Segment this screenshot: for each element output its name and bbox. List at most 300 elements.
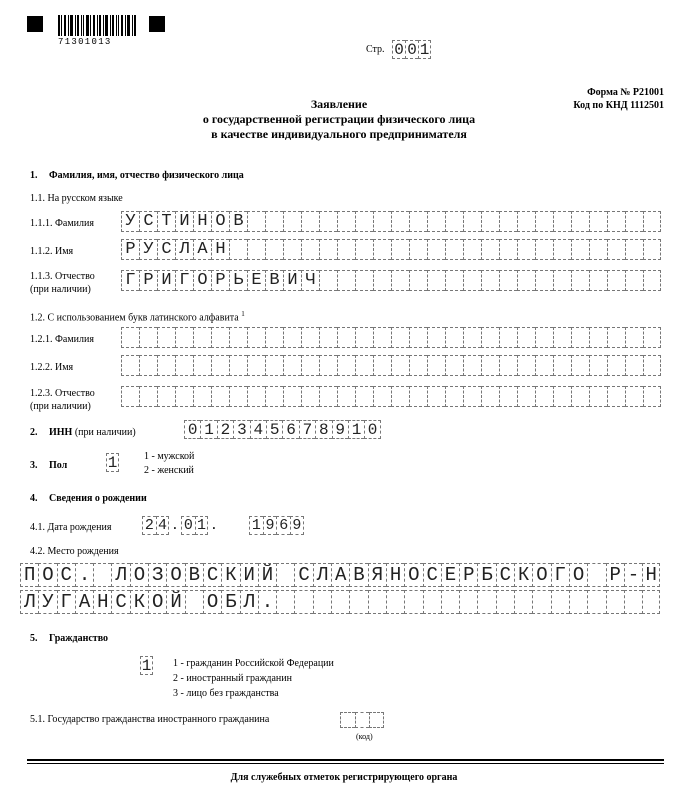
char-cell: З bbox=[148, 563, 166, 587]
section5-number: 5. bbox=[30, 633, 38, 644]
char-cell bbox=[404, 590, 422, 614]
char-cell bbox=[276, 563, 294, 587]
char-cell: 1 bbox=[195, 516, 209, 535]
char-cell: Т bbox=[157, 211, 175, 232]
char-cell: Я bbox=[368, 563, 386, 587]
char-cell: О bbox=[532, 563, 550, 587]
char-cell bbox=[373, 239, 391, 260]
char-cell bbox=[319, 327, 337, 348]
char-cell bbox=[551, 590, 569, 614]
char-cell: 5 bbox=[266, 420, 282, 439]
char-cell bbox=[589, 270, 607, 291]
char-cell bbox=[445, 270, 463, 291]
char-cell bbox=[391, 386, 409, 407]
char-cell bbox=[139, 386, 157, 407]
char-cell: Й bbox=[258, 563, 276, 587]
gender-field[interactable] bbox=[106, 453, 119, 472]
char-cell bbox=[517, 270, 535, 291]
char-cell bbox=[625, 239, 643, 260]
char-cell: С bbox=[203, 563, 221, 587]
char-cell bbox=[499, 386, 517, 407]
char-cell bbox=[427, 270, 445, 291]
char-cell bbox=[369, 712, 384, 728]
char-cell bbox=[265, 355, 283, 376]
char-cell: 9 bbox=[263, 516, 277, 535]
char-cell: Г bbox=[57, 590, 75, 614]
char-cell bbox=[427, 386, 445, 407]
char-cell bbox=[624, 590, 642, 614]
char-cell bbox=[607, 239, 625, 260]
char-cell bbox=[313, 590, 331, 614]
char-cell bbox=[481, 270, 499, 291]
char-cell: Ь bbox=[229, 270, 247, 291]
char-cell bbox=[643, 327, 661, 348]
char-cell bbox=[499, 239, 517, 260]
char-cell bbox=[571, 270, 589, 291]
char-cell bbox=[265, 239, 283, 260]
footer-divider bbox=[27, 763, 664, 764]
char-cell bbox=[553, 327, 571, 348]
char-cell bbox=[607, 327, 625, 348]
char-cell bbox=[589, 327, 607, 348]
char-cell: 9 bbox=[332, 420, 348, 439]
char-cell bbox=[642, 590, 660, 614]
char-cell: 8 bbox=[315, 420, 331, 439]
char-cell: Ч bbox=[301, 270, 319, 291]
char-cell bbox=[517, 239, 535, 260]
char-cell bbox=[535, 386, 553, 407]
char-cell bbox=[121, 355, 139, 376]
char-cell bbox=[514, 590, 532, 614]
char-cell bbox=[229, 239, 247, 260]
char-cell bbox=[373, 270, 391, 291]
char-cell bbox=[625, 386, 643, 407]
char-cell: У bbox=[38, 590, 56, 614]
char-cell bbox=[589, 239, 607, 260]
char-cell bbox=[409, 239, 427, 260]
char-cell: Р bbox=[121, 239, 139, 260]
char-cell bbox=[355, 386, 373, 407]
char-cell: О bbox=[130, 563, 148, 587]
char-cell: . bbox=[258, 590, 276, 614]
char-cell: К bbox=[514, 563, 532, 587]
char-cell bbox=[499, 355, 517, 376]
barcode bbox=[58, 15, 136, 36]
gender-digit: 1 bbox=[107, 453, 118, 472]
char-cell bbox=[368, 590, 386, 614]
lat-name-label: 1.2.2. Имя bbox=[30, 362, 74, 373]
char-cell bbox=[391, 327, 409, 348]
dob-year-field[interactable] bbox=[249, 516, 304, 535]
lat-patronymic-label: 1.2.3. Отчество bbox=[30, 388, 95, 399]
char-cell bbox=[517, 386, 535, 407]
char-cell bbox=[247, 355, 265, 376]
char-cell bbox=[643, 386, 661, 407]
char-cell bbox=[445, 355, 463, 376]
char-cell bbox=[319, 239, 337, 260]
pob-line1-field[interactable] bbox=[20, 563, 660, 587]
citizenship-field[interactable] bbox=[140, 656, 153, 675]
char-cell bbox=[301, 386, 319, 407]
char-cell bbox=[283, 211, 301, 232]
char-cell bbox=[589, 386, 607, 407]
form-title bbox=[0, 97, 688, 142]
char-cell: И bbox=[240, 563, 258, 587]
subsection-russian: 1.1. На русском языке bbox=[30, 193, 123, 204]
lat-surname-field[interactable] bbox=[121, 327, 661, 348]
char-cell bbox=[247, 239, 265, 260]
char-cell bbox=[625, 270, 643, 291]
char-cell bbox=[553, 355, 571, 376]
char-cell bbox=[211, 355, 229, 376]
char-cell bbox=[553, 211, 571, 232]
citizenship-option-foreign: 2 - иностранный гражданин bbox=[173, 673, 292, 684]
char-cell: 2 bbox=[142, 516, 156, 535]
char-cell: И bbox=[283, 270, 301, 291]
code-label: (код) bbox=[356, 732, 373, 741]
char-cell bbox=[607, 386, 625, 407]
char-cell bbox=[643, 355, 661, 376]
char-cell bbox=[175, 355, 193, 376]
char-cell bbox=[185, 590, 203, 614]
char-cell bbox=[337, 239, 355, 260]
char-cell bbox=[481, 327, 499, 348]
title-line: о государственной регистрации физического лица bbox=[202, 112, 476, 126]
char-cell bbox=[265, 327, 283, 348]
alignment-marker-left bbox=[27, 16, 43, 32]
char-cell bbox=[391, 355, 409, 376]
char-cell: А bbox=[331, 563, 349, 587]
char-cell bbox=[459, 590, 477, 614]
char-cell bbox=[355, 355, 373, 376]
char-cell bbox=[587, 563, 605, 587]
char-cell bbox=[373, 327, 391, 348]
patronymic-note: (при наличии) bbox=[30, 284, 91, 295]
char-cell bbox=[93, 563, 111, 587]
char-cell: Л bbox=[240, 590, 258, 614]
char-cell bbox=[229, 327, 247, 348]
name-field[interactable] bbox=[121, 239, 661, 260]
char-cell bbox=[373, 355, 391, 376]
char-cell: Р bbox=[211, 270, 229, 291]
pob-line2-field[interactable] bbox=[20, 590, 660, 614]
char-cell: 3 bbox=[233, 420, 249, 439]
char-cell bbox=[589, 211, 607, 232]
char-cell bbox=[301, 355, 319, 376]
char-cell bbox=[301, 327, 319, 348]
char-cell: Е bbox=[247, 270, 265, 291]
char-cell bbox=[391, 239, 409, 260]
section3-number: 3. bbox=[30, 460, 38, 471]
char-cell: 4 bbox=[156, 516, 170, 535]
char-cell bbox=[265, 386, 283, 407]
footer-divider bbox=[27, 759, 664, 761]
char-cell: Г bbox=[551, 563, 569, 587]
char-cell bbox=[423, 590, 441, 614]
char-cell bbox=[445, 211, 463, 232]
char-cell bbox=[427, 327, 445, 348]
char-cell bbox=[337, 270, 355, 291]
char-cell bbox=[283, 327, 301, 348]
char-cell: - bbox=[624, 563, 642, 587]
char-cell: Г bbox=[121, 270, 139, 291]
char-cell bbox=[337, 327, 355, 348]
dob-label: 4.1. Дата рождения bbox=[30, 522, 112, 533]
subsection-latin bbox=[30, 309, 245, 323]
char-cell bbox=[409, 327, 427, 348]
char-cell bbox=[517, 355, 535, 376]
char-cell: П bbox=[20, 563, 38, 587]
char-cell bbox=[175, 386, 193, 407]
char-cell bbox=[569, 590, 587, 614]
char-cell bbox=[331, 590, 349, 614]
char-cell: С bbox=[294, 563, 312, 587]
patronymic-label: 1.1.3. Отчество bbox=[30, 271, 95, 282]
char-cell bbox=[643, 270, 661, 291]
char-cell bbox=[355, 239, 373, 260]
char-cell bbox=[463, 270, 481, 291]
char-cell bbox=[499, 270, 517, 291]
char-cell bbox=[571, 355, 589, 376]
char-cell bbox=[553, 239, 571, 260]
char-cell bbox=[553, 386, 571, 407]
section1-number: 1. bbox=[30, 170, 38, 181]
char-cell bbox=[535, 211, 553, 232]
foreign-state-label: 5.1. Государство гражданства иностранного гражданина bbox=[30, 714, 270, 725]
char-cell bbox=[463, 211, 481, 232]
gender-label: Пол bbox=[49, 460, 68, 471]
name-label: 1.1.2. Имя bbox=[30, 246, 74, 257]
char-cell bbox=[409, 211, 427, 232]
char-cell bbox=[121, 327, 139, 348]
char-cell bbox=[283, 386, 301, 407]
char-cell bbox=[193, 327, 211, 348]
date-separator: . bbox=[210, 518, 218, 533]
page-label: Стр. bbox=[366, 44, 385, 55]
char-cell bbox=[499, 327, 517, 348]
page-digit: 0 bbox=[392, 40, 405, 59]
char-cell bbox=[337, 355, 355, 376]
char-cell: Л bbox=[313, 563, 331, 587]
char-cell bbox=[229, 386, 247, 407]
char-cell bbox=[427, 211, 445, 232]
char-cell: Н bbox=[193, 211, 211, 232]
title-line: Заявление bbox=[310, 97, 368, 111]
patronymic-field[interactable] bbox=[121, 270, 661, 291]
char-cell bbox=[340, 712, 355, 728]
gender-option-female: 2 - женский bbox=[144, 465, 194, 476]
knd-code: Код по КНД 1112501 bbox=[573, 100, 664, 111]
char-cell bbox=[157, 386, 175, 407]
char-cell bbox=[247, 327, 265, 348]
form-number: Форма № Р21001 bbox=[587, 87, 664, 98]
inn-field[interactable] bbox=[184, 420, 381, 439]
char-cell: О bbox=[193, 270, 211, 291]
char-cell bbox=[607, 355, 625, 376]
char-cell: С bbox=[111, 590, 129, 614]
char-cell: И bbox=[157, 270, 175, 291]
char-cell bbox=[499, 211, 517, 232]
char-cell bbox=[175, 327, 193, 348]
char-cell bbox=[283, 355, 301, 376]
page-number-field[interactable] bbox=[392, 40, 431, 59]
char-cell: С bbox=[423, 563, 441, 587]
page-digit: 1 bbox=[419, 40, 430, 59]
char-cell bbox=[301, 239, 319, 260]
page-digit: 0 bbox=[405, 40, 418, 59]
char-cell bbox=[139, 327, 157, 348]
dob-day-field[interactable] bbox=[142, 516, 169, 535]
char-cell bbox=[247, 211, 265, 232]
char-cell bbox=[157, 327, 175, 348]
char-cell: И bbox=[175, 211, 193, 232]
char-cell bbox=[463, 355, 481, 376]
dob-month-field[interactable] bbox=[181, 516, 208, 535]
char-cell bbox=[589, 355, 607, 376]
char-cell: Г bbox=[175, 270, 193, 291]
char-cell bbox=[355, 327, 373, 348]
char-cell bbox=[607, 211, 625, 232]
char-cell: С bbox=[496, 563, 514, 587]
char-cell bbox=[319, 355, 337, 376]
char-cell bbox=[294, 590, 312, 614]
char-cell bbox=[441, 590, 459, 614]
char-cell: 1 bbox=[348, 420, 364, 439]
char-cell: У bbox=[139, 239, 157, 260]
citizenship-option-rf: 1 - гражданин Российской Федерации bbox=[173, 658, 334, 669]
foreign-state-code-field[interactable] bbox=[340, 712, 384, 728]
char-cell: 7 bbox=[299, 420, 315, 439]
char-cell bbox=[463, 386, 481, 407]
char-cell bbox=[625, 327, 643, 348]
char-cell bbox=[571, 211, 589, 232]
char-cell bbox=[535, 239, 553, 260]
char-cell bbox=[157, 355, 175, 376]
char-cell bbox=[319, 386, 337, 407]
char-cell bbox=[445, 239, 463, 260]
char-cell: С bbox=[139, 211, 157, 232]
char-cell bbox=[571, 386, 589, 407]
surname-field[interactable] bbox=[121, 211, 661, 232]
char-cell bbox=[481, 355, 499, 376]
char-cell bbox=[386, 590, 404, 614]
char-cell bbox=[427, 355, 445, 376]
lat-name-field[interactable] bbox=[121, 355, 661, 376]
char-cell: А bbox=[193, 239, 211, 260]
section4-heading: Сведения о рождении bbox=[49, 493, 147, 504]
inn-label-note: (при наличии) bbox=[74, 427, 136, 438]
char-cell bbox=[496, 590, 514, 614]
section1-heading: Фамилия, имя, отчество физического лица bbox=[49, 170, 244, 181]
char-cell: О bbox=[148, 590, 166, 614]
char-cell: Б bbox=[221, 590, 239, 614]
char-cell bbox=[625, 355, 643, 376]
char-cell bbox=[535, 327, 553, 348]
lat-surname-label: 1.2.1. Фамилия bbox=[30, 334, 94, 345]
section2-number: 2. bbox=[30, 427, 38, 438]
char-cell bbox=[427, 239, 445, 260]
char-cell bbox=[571, 239, 589, 260]
char-cell bbox=[355, 270, 373, 291]
char-cell: С bbox=[157, 239, 175, 260]
char-cell bbox=[139, 355, 157, 376]
char-cell bbox=[373, 211, 391, 232]
char-cell bbox=[337, 386, 355, 407]
char-cell bbox=[301, 211, 319, 232]
char-cell bbox=[481, 211, 499, 232]
char-cell bbox=[409, 270, 427, 291]
char-cell: 6 bbox=[276, 516, 290, 535]
char-cell: Б bbox=[477, 563, 495, 587]
char-cell bbox=[606, 590, 624, 614]
char-cell: В bbox=[185, 563, 203, 587]
char-cell bbox=[463, 327, 481, 348]
section4-number: 4. bbox=[30, 493, 38, 504]
char-cell bbox=[283, 239, 301, 260]
char-cell bbox=[247, 386, 265, 407]
char-cell bbox=[355, 712, 370, 728]
title-line: в качестве индивидуального предпринимателя bbox=[211, 127, 467, 141]
char-cell: 1 bbox=[249, 516, 263, 535]
subsection-latin-text: 1.2. С использованием букв латинского алфавита bbox=[30, 312, 239, 324]
char-cell bbox=[625, 211, 643, 232]
alignment-marker-right bbox=[149, 16, 165, 32]
lat-patronymic-field[interactable] bbox=[121, 386, 661, 407]
char-cell bbox=[409, 355, 427, 376]
char-cell: Л bbox=[20, 590, 38, 614]
char-cell bbox=[409, 386, 427, 407]
char-cell bbox=[607, 270, 625, 291]
inn-label bbox=[49, 427, 136, 438]
footer-caption: Для служебных отметок регистрирующего органа bbox=[230, 772, 458, 783]
char-cell: Л bbox=[175, 239, 193, 260]
char-cell: 1 bbox=[200, 420, 216, 439]
char-cell bbox=[211, 327, 229, 348]
date-separator: . bbox=[171, 518, 179, 533]
char-cell: Н bbox=[386, 563, 404, 587]
lat-patronymic-note: (при наличии) bbox=[30, 401, 91, 412]
char-cell: Р bbox=[139, 270, 157, 291]
char-cell bbox=[211, 386, 229, 407]
char-cell bbox=[355, 211, 373, 232]
char-cell bbox=[337, 211, 355, 232]
char-cell: В bbox=[349, 563, 367, 587]
char-cell bbox=[571, 327, 589, 348]
char-cell bbox=[445, 386, 463, 407]
char-cell bbox=[532, 590, 550, 614]
char-cell bbox=[481, 239, 499, 260]
surname-label: 1.1.1. Фамилия bbox=[30, 218, 94, 229]
char-cell: О bbox=[203, 590, 221, 614]
char-cell bbox=[229, 355, 247, 376]
char-cell bbox=[319, 270, 337, 291]
char-cell: Е bbox=[441, 563, 459, 587]
char-cell bbox=[193, 355, 211, 376]
char-cell: 0 bbox=[364, 420, 380, 439]
char-cell bbox=[643, 239, 661, 260]
char-cell: О bbox=[38, 563, 56, 587]
char-cell: К bbox=[221, 563, 239, 587]
char-cell bbox=[391, 270, 409, 291]
citizenship-option-stateless: 3 - лицо без гражданства bbox=[173, 688, 279, 699]
char-cell: Й bbox=[166, 590, 184, 614]
char-cell: . bbox=[75, 563, 93, 587]
char-cell: О bbox=[569, 563, 587, 587]
inn-label-bold: ИНН bbox=[49, 427, 73, 438]
char-cell bbox=[535, 355, 553, 376]
char-cell: 0 bbox=[184, 420, 200, 439]
char-cell: В bbox=[229, 211, 247, 232]
